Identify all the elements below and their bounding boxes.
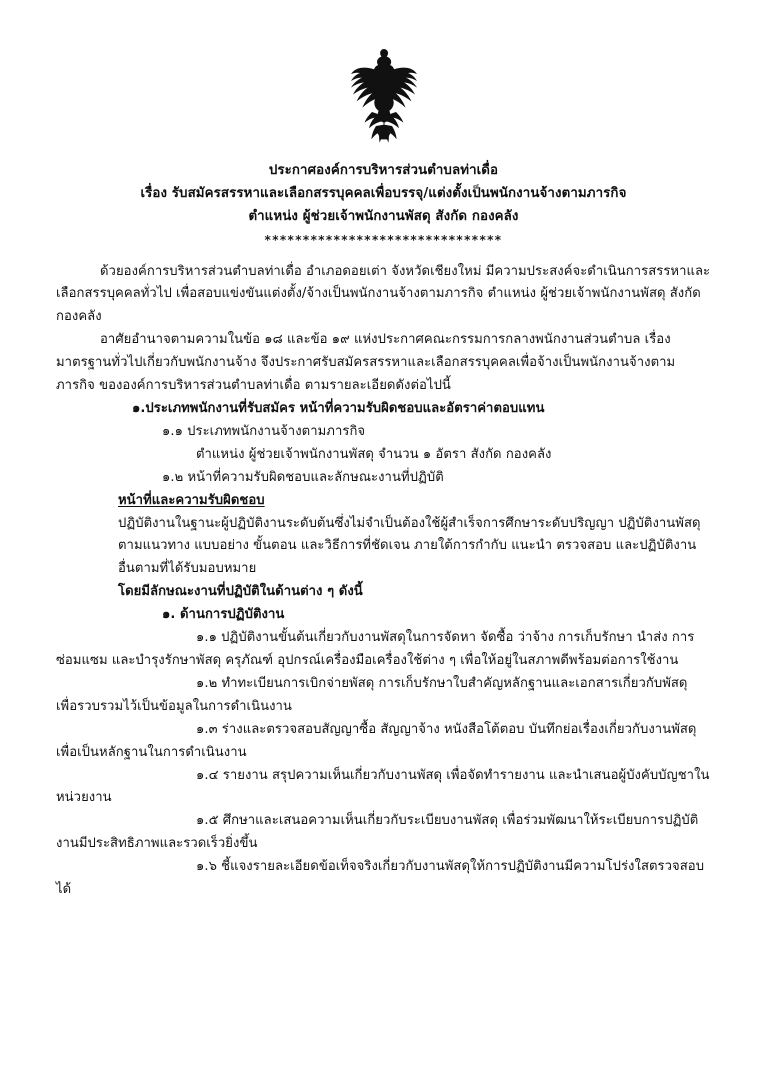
heading-line-1: ประกาศองค์การบริหารส่วนตำบลท่าเดื่อ	[268, 163, 499, 178]
paragraph-task-1-4: ๑.๔ รายงาน สรุปความเห็นเกี่ยวกับงานพัสดุ เพื่อจัดทำรายงาน และนำเสนอผู้บังคับบัญชาในหน่วยงาน	[56, 767, 710, 806]
paragraph-task-1-3: ๑.๓ ร่างและตรวจสอบสัญญาซื้อ สัญญาจ้าง หนังสือโต้ตอบ บันทึกย่อเรื่องเกี่ยวกับงานพัสดุ เพื่อเป็นหลักฐานในการดำเนินงาน	[56, 721, 697, 760]
paragraph-intro-2: อาศัยอำนาจตามความในข้อ ๑๘ และข้อ ๑๙ แห่งประกาศคณะกรรมการกลางพนักงานส่วนตำบล เรื่องมาตรฐานทั่วไปเกี่ยวกับพนักงานจ้าง จึงประกาศรับสมัครสรรหาและเลือกสรรบุคคลเพื่อจ้างเป็นพนักงานจ้างตามภารกิจ ขององค์การบริหารส่วนตำบลท่าเดื่อ ตามรายละเอียดดังต่อไปนี้	[56, 332, 676, 394]
paragraph-duty-body: ปฏิบัติงานในฐานะผู้ปฏิบัติงานระดับต้นซึ่งไม่จำเป็นต้องใช้ผู้สำเร็จการศึกษาระดับปริญญา ปฏิบัติงานพัสดุ ตามแนวทาง แบบอย่าง ขั้นตอน และวิธีการที่ชัดเจน ภายใต้การกำกับ แนะนำ ตรวจสอบ และปฏิบัติงานอื่นตามที่ได้รับมอบหมาย	[118, 515, 701, 577]
heading-line-2: เรื่อง รับสมัครสรรหาและเลือกสรรบุคคลเพื่อบรรจุ/แต่งตั้งเป็นพนักงานจ้างตามภารกิจ	[140, 185, 627, 201]
emblem-container	[56, 46, 711, 154]
paragraph-subhead-duty: หน้าที่และความรับผิดชอบ	[118, 492, 265, 508]
paragraph-area-1: ๑. ด้านการปฏิบัติงาน	[162, 607, 285, 623]
paragraph-item-1-1-detail: ตำแหน่ง ผู้ช่วยเจ้าพนักงานพัสดุ จำนวน ๑ อัตรา สังกัด กองคลัง	[196, 446, 552, 462]
paragraph-section-1: ๑.ประเภทพนักงานที่รับสมัคร หน้าที่ความรับผิดชอบและอัตราค่าตอบแทน	[132, 401, 545, 417]
paragraph-item-1-1: ๑.๑ ประเภทพนักงานจ้างตามภารกิจ	[162, 423, 366, 439]
paragraph-item-1-2: ๑.๒ หน้าที่ความรับผิดชอบและลักษณะงานที่ปฏิบัติ	[162, 469, 444, 485]
heading-separator: *******************************	[264, 232, 503, 247]
document-body	[56, 261, 711, 902]
paragraph-task-1-2: ๑.๒ ทำทะเบียนการเบิกจ่ายพัสดุ การเก็บรักษาใบสำคัญหลักฐานและเอกสารเกี่ยวกับพัสดุ เพื่อรวบรวมไว้เป็นข้อมูลในการดำเนินงาน	[56, 675, 688, 714]
paragraph-intro-1: ด้วยองค์การบริหารส่วนตำบลท่าเดื่อ อำเภอดอยเต่า จังหวัดเชียงใหม่ มีความประสงค์จะดำเนินการสรรหาและเลือกสรรบุคคลทั่วไป เพื่อสอบแข่งขันแต่งตั้ง/จ้างเป็นพนักงานจ้างตามภารกิจ ตำแหน่ง ผู้ช่วยเจ้าพนักงานพัสดุ สังกัด กองคลัง	[56, 263, 711, 325]
garuda-emblem	[332, 46, 436, 148]
paragraph-task-1-5: ๑.๕ ศึกษาและเสนอความเห็นเกี่ยวกับระเบียบงานพัสดุ เพื่อร่วมพัฒนาให้ระเบียบการปฏิบัติงานมีประสิทธิภาพและรวดเร็วยิ่งขึ้น	[56, 813, 699, 852]
paragraph-task-1-6: ๑.๖ ชี้แจงรายละเอียดข้อเท็จจริงเกี่ยวกับงานพัสดุให้การปฏิบัติงานมีความโปร่งใสตรวจสอบได้	[56, 859, 705, 898]
heading-line-3: ตำแหน่ง ผู้ช่วยเจ้าพนักงานพัสดุ สังกัด กองคลัง	[248, 208, 519, 224]
document-heading	[56, 160, 711, 247]
paragraph-task-1-1: ๑.๑ ปฏิบัติงานขั้นต้นเกี่ยวกับงานพัสดุในการจัดหา จัดซื้อ ว่าจ้าง การเก็บรักษา นำส่ง การซ่อมแซม และบำรุงรักษาพัสดุ ครุภัณฑ์ อุปกรณ์เครื่องมือเครื่องใช้ต่าง ๆ เพื่อให้อยู่ในสภาพดีพร้อมต่อการใช้งาน	[56, 630, 695, 668]
paragraph-duty-lead: โดยมีลักษณะงานที่ปฏิบัติในด้านต่าง ๆ ดังนี้	[118, 584, 363, 600]
